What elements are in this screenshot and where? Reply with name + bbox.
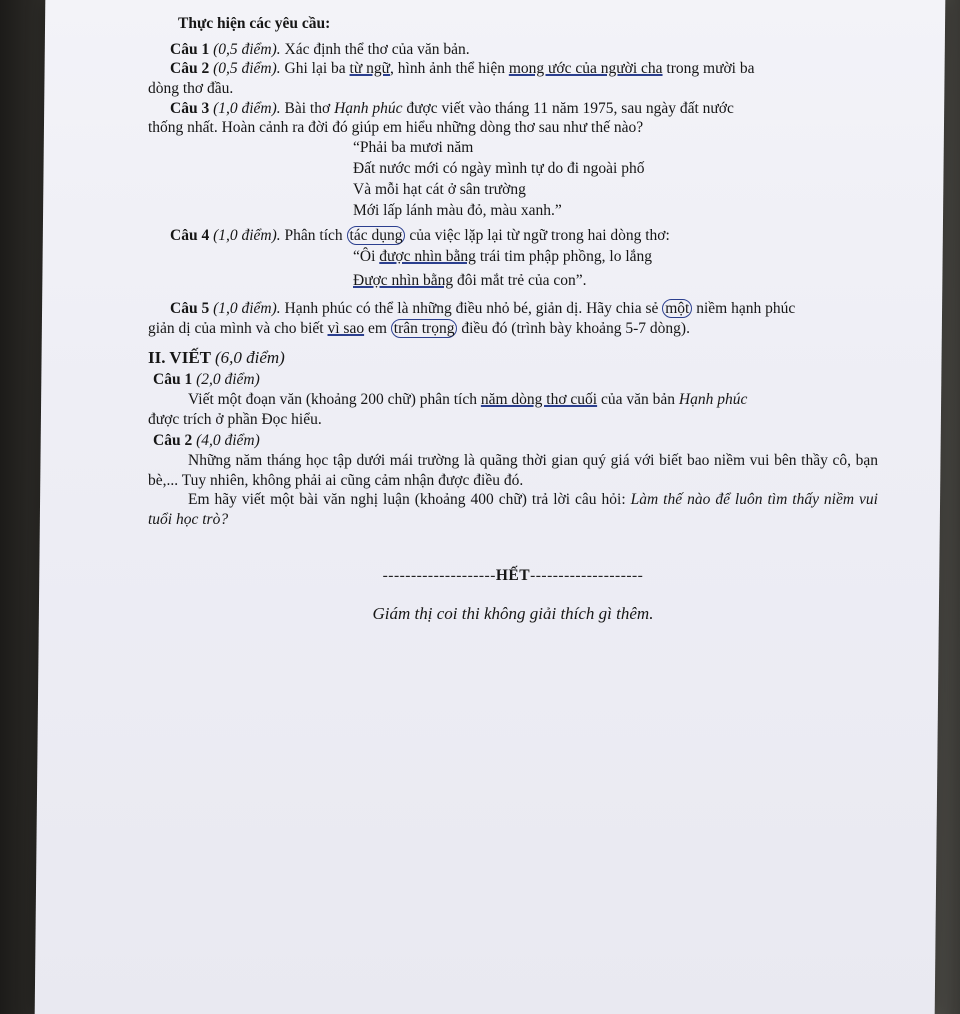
- q2-label: Câu 2: [170, 60, 210, 78]
- w2-label: Câu 2: [153, 432, 193, 450]
- w1-text-before: Viết một đoạn văn (khoảng 200 chữ) phân tích: [188, 391, 481, 409]
- proctor-note: Giám thị coi thi không giải thích gì thêm.: [372, 604, 654, 624]
- w1-text-mid: của văn bản: [597, 391, 679, 409]
- writing-q2-para-2: [148, 490, 878, 529]
- writing-q2-heading: [153, 431, 878, 451]
- q2-text-before: Ghi lại ba: [280, 60, 350, 78]
- q2-text-mid: , hình ảnh thể hiện: [390, 60, 509, 78]
- q3-text-before: Bài thơ: [280, 99, 335, 117]
- w2-para2-before: Em hãy viết một bài văn nghị luận (khoảng 400 chữ) trả lời câu hỏi:: [188, 491, 631, 509]
- q2-points: (0,5 điểm).: [213, 60, 281, 78]
- end-marker: [148, 566, 878, 586]
- question-5: [170, 299, 878, 319]
- q4-circled: tác dụng: [347, 226, 406, 245]
- writing-q1-body: [148, 390, 878, 410]
- q4-points: (1,0 điểm).: [213, 226, 281, 244]
- q3-points: (1,0 điểm).: [213, 99, 281, 117]
- poem2-l1-b: trái tim phập phồng, lo lắng: [475, 248, 653, 266]
- q1-points: (0,5 điểm).: [213, 40, 281, 58]
- poem-excerpt-2: [353, 245, 878, 293]
- q5-points: (1,0 điểm).: [213, 300, 281, 318]
- q5-l2-after: điều đó (trình bày khoảng 5-7 dòng).: [457, 320, 690, 338]
- w1-title: Hạnh phúc: [678, 391, 748, 409]
- w2-para2-italic: Làm thế nào để luôn tìm thấy niềm vui tuổi học trò?: [148, 491, 878, 529]
- q3-title: Hạnh phúc: [334, 99, 403, 117]
- question-4: [170, 226, 878, 246]
- q5-l2-ul: vì sao: [327, 320, 365, 338]
- section2-title: II. VIẾT: [148, 347, 211, 367]
- q2-text-after: trong mười ba: [662, 60, 755, 78]
- exam-page: [148, 14, 878, 625]
- q5-line-2: [148, 319, 878, 339]
- writing-q1-line-2: được trích ở phần Đọc hiểu.: [148, 410, 322, 428]
- w1-points: (2,0 điểm): [196, 371, 260, 389]
- q5-l2-mid: em: [364, 320, 391, 338]
- poem2-l2-b: đôi mắt trẻ của con”.: [453, 272, 587, 290]
- poem1-line: “Phải ba mươi năm: [353, 139, 474, 157]
- q4-text-before: Phân tích: [280, 226, 347, 244]
- writing-q1-heading: [153, 370, 878, 390]
- question-1: [170, 40, 878, 60]
- q5-l2-before: giản dị của mình và cho biết: [148, 320, 328, 338]
- poem2-line-1: [353, 245, 878, 269]
- section2-points: (6,0 điểm): [214, 347, 285, 367]
- q3-label: Câu 3: [170, 99, 210, 117]
- end-dashes-right: --------------------: [530, 566, 644, 584]
- q3-text-after: được viết vào tháng 11 năm 1975, sau ngày đất nước: [402, 99, 734, 117]
- poem2-l2-ul: Được nhìn bằng: [353, 272, 454, 290]
- poem1-line: Mới lấp lánh màu đỏ, màu xanh.”: [353, 201, 562, 219]
- q2-line-2: dòng thơ đầu.: [148, 80, 234, 98]
- q2-underlined-2: mong ước của người cha: [508, 60, 663, 78]
- q4-text-after: của việc lặp lại từ ngữ trong hai dòng thơ:: [405, 226, 670, 244]
- writing-q2-para-1: Những năm tháng học tập dưới mái trường là quãng thời gian quý giá với biết bao niềm vui bên thầy cô, bạn bè,... Tuy nhiên, không phải ai cũng cảm nhận được điều đó.: [148, 452, 878, 489]
- question-3: [170, 99, 878, 119]
- q5-label: Câu 5: [170, 300, 210, 318]
- q1-text: Xác định thể thơ của văn bản.: [280, 40, 470, 58]
- poem1-line: Đất nước mới có ngày mình tự do đi ngoài phố: [353, 159, 645, 177]
- q5-l2-circled: trân trọng: [391, 319, 458, 338]
- w1-underlined: năm dòng thơ cuối: [480, 391, 598, 409]
- end-dashes-left: --------------------: [382, 566, 496, 584]
- end-word: HẾT: [495, 566, 531, 584]
- q3-line-2: thống nhất. Hoàn cảnh ra đời đó giúp em hiểu những dòng thơ sau như thế nào?: [148, 119, 644, 137]
- poem1-line: Và mỗi hạt cát ở sân trường: [353, 180, 526, 198]
- q2-underlined: từ ngữ: [349, 60, 391, 78]
- question-2: [170, 59, 878, 79]
- q5-text-before: Hạnh phúc có thể là những điều nhỏ bé, giản dị. Hãy chia sẻ: [280, 300, 663, 318]
- q1-label: Câu 1: [170, 40, 210, 58]
- w2-points: (4,0 điểm): [196, 432, 260, 450]
- poem2-l1-a: “Ôi: [353, 248, 380, 266]
- poem2-l1-ul: được nhìn bằng: [379, 248, 476, 266]
- w1-label: Câu 1: [153, 371, 193, 389]
- section-writing-title: [148, 347, 878, 369]
- q4-label: Câu 4: [170, 226, 210, 244]
- poem-excerpt-1: [353, 138, 878, 222]
- q5-text-after: niềm hạnh phúc: [692, 300, 796, 318]
- instructions-heading: Thực hiện các yêu cầu:: [178, 15, 331, 32]
- poem2-line-2: [353, 269, 878, 293]
- q5-circled: một: [662, 299, 692, 318]
